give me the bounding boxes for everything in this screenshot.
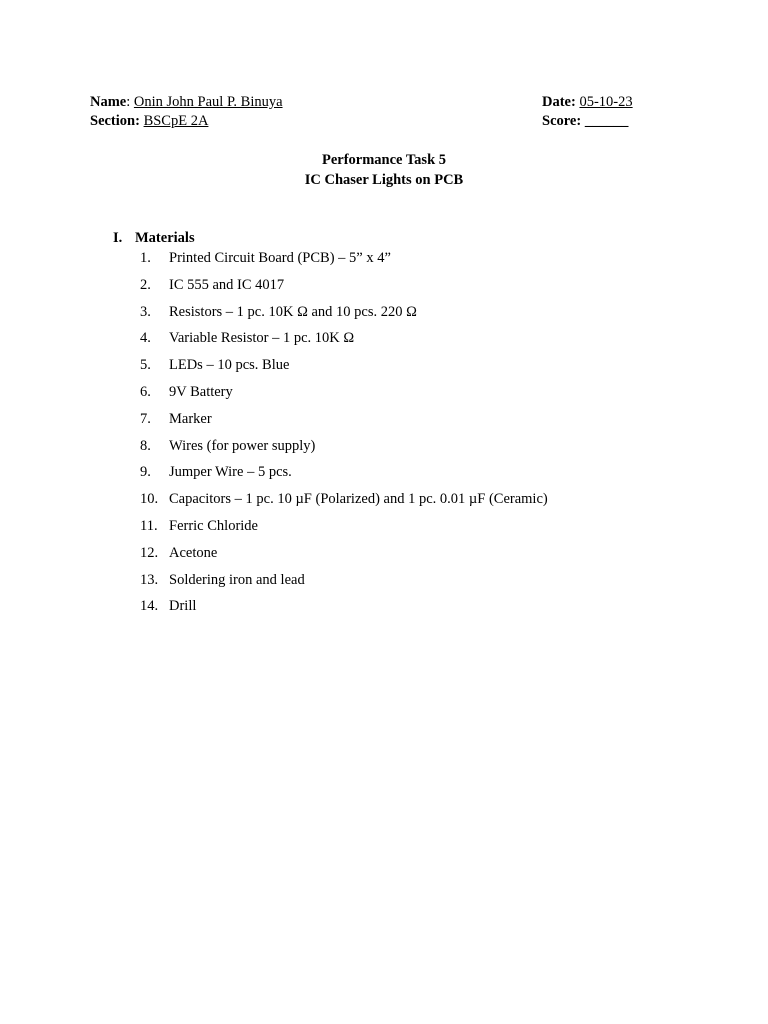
date-label: Date:: [542, 94, 576, 110]
section-label: Section:: [90, 113, 140, 129]
section-field: [90, 112, 208, 131]
list-item: [140, 516, 548, 543]
header-row-1: [90, 93, 638, 112]
list-item: [140, 382, 548, 409]
score-field: [542, 112, 638, 131]
score-value: ______: [584, 113, 629, 129]
name-value: Onin John Paul P. Binuya: [133, 94, 283, 110]
score-label: Score:: [542, 113, 582, 129]
title-line-2: IC Chaser Lights on PCB: [304, 172, 464, 188]
list-item-text: 9V Battery: [169, 383, 233, 400]
section-number: I.: [113, 230, 123, 246]
list-item-number: 14.: [140, 598, 159, 615]
list-item-number: 11.: [140, 517, 158, 534]
list-item-text: Ferric Chloride: [169, 517, 258, 534]
list-item-text: Resistors – 1 pc. 10K Ω and 10 pcs. 220 Ω: [169, 303, 417, 320]
list-item-number: 3.: [140, 303, 151, 320]
document-title: [0, 150, 768, 190]
list-item-text: Capacitors – 1 pc. 10 µF (Polarized) and 1 pc. 0.01 µF (Ceramic): [169, 491, 548, 508]
list-item-text: Wires (for power supply): [169, 437, 316, 454]
list-item-number: 5.: [140, 357, 151, 374]
list-item-text: Soldering iron and lead: [169, 571, 305, 588]
list-item-text: Printed Circuit Board (PCB) – 5” x 4”: [169, 250, 391, 266]
document-header: [90, 93, 638, 131]
list-item-number: 8.: [140, 437, 151, 454]
name-label: Name: [90, 94, 127, 110]
list-item: [140, 436, 548, 463]
list-item: [140, 248, 548, 275]
list-item-number: 6.: [140, 383, 151, 400]
section-title: Materials: [135, 230, 195, 246]
date-field: [542, 93, 638, 112]
list-item-text: LEDs – 10 pcs. Blue: [169, 357, 290, 374]
list-item-number: 4.: [140, 330, 151, 347]
list-item-text: Jumper Wire – 5 pcs.: [169, 464, 292, 481]
list-item: [140, 355, 548, 382]
list-item-number: 2.: [140, 276, 151, 293]
list-item: [140, 543, 548, 570]
list-item-number: 7.: [140, 410, 151, 427]
list-item: [140, 462, 548, 489]
list-item: [140, 570, 548, 597]
date-value: 05-10-23: [579, 94, 633, 110]
materials-list: [140, 248, 548, 623]
list-item: [140, 275, 548, 302]
list-item-text: Acetone: [169, 544, 218, 561]
title-line-1: Performance Task 5: [321, 152, 447, 168]
list-item-text: IC 555 and IC 4017: [169, 276, 285, 293]
list-item: [140, 409, 548, 436]
list-item-number: 13.: [140, 571, 159, 588]
section-heading: [113, 228, 195, 248]
header-row-2: [90, 112, 638, 131]
list-item: [140, 328, 548, 355]
list-item: [140, 302, 548, 329]
list-item-number: 10.: [140, 491, 159, 508]
section-value: BSCpE 2A: [143, 113, 209, 129]
list-item: [140, 596, 548, 623]
list-item-number: 1.: [140, 250, 151, 266]
list-item: [140, 489, 548, 516]
list-item-text: Variable Resistor – 1 pc. 10K Ω: [169, 330, 355, 347]
list-item-text: Drill: [169, 598, 197, 615]
list-item-number: 12.: [140, 544, 159, 561]
name-separator: :: [126, 94, 134, 110]
name-field: [90, 93, 283, 112]
list-item-number: 9.: [140, 464, 151, 481]
list-item-text: Marker: [169, 410, 212, 427]
